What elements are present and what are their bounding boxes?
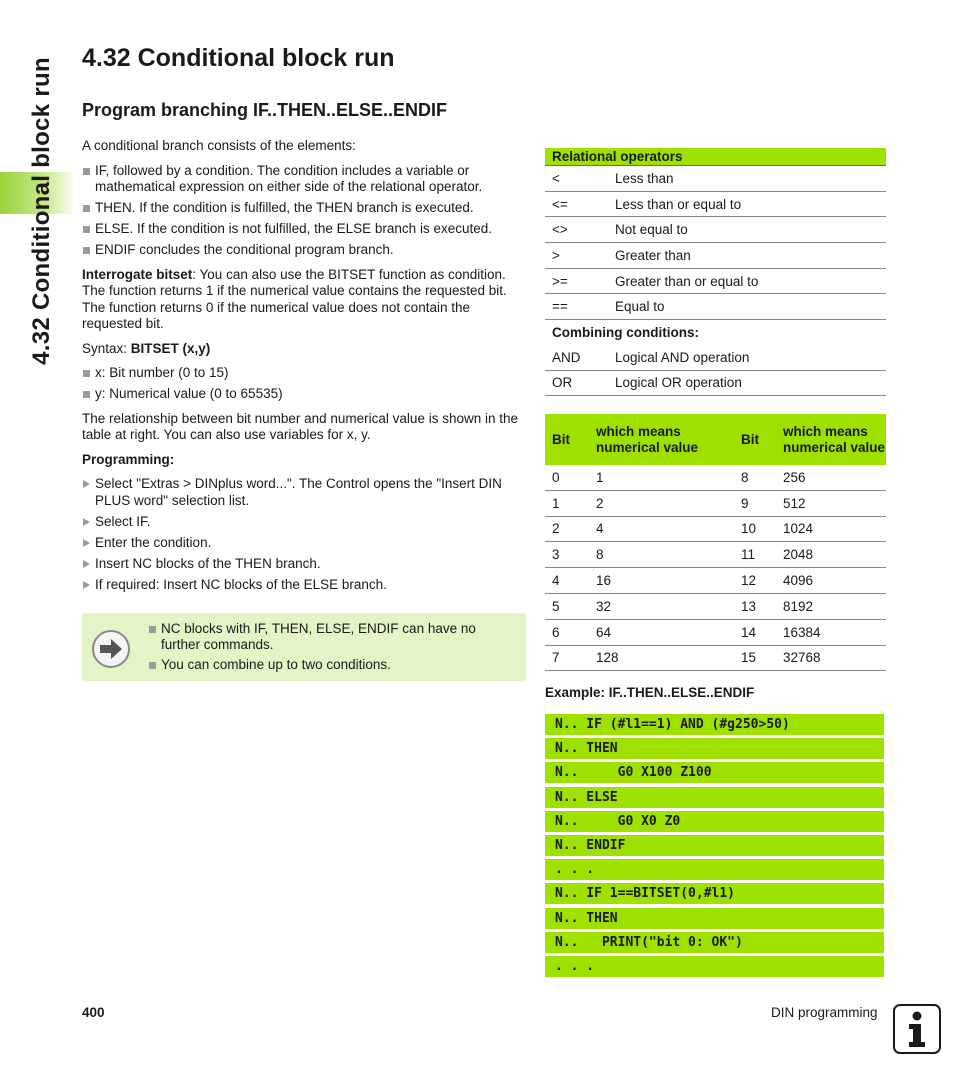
list-item: y: Numerical value (0 to 65535) <box>82 386 526 403</box>
programming-label: Programming: <box>82 451 175 467</box>
elements-list <box>82 163 526 259</box>
relational-operators-table <box>545 148 886 396</box>
section-title: Program branching IF..THEN..ELSE..ENDIF <box>82 100 448 120</box>
operator-cell: <= <box>545 191 608 217</box>
chapter-title: 4.32 Conditional block run <box>82 44 395 72</box>
table-cell: 8192 <box>776 593 886 619</box>
column-header: Bit <box>734 414 776 465</box>
column-header: which means numerical value <box>589 414 734 465</box>
bitset-paragraph <box>82 267 526 333</box>
table-cell: 128 <box>589 645 734 671</box>
footer-text: DIN programming <box>771 1005 878 1020</box>
table-cell: 16384 <box>776 619 886 645</box>
operator-cell: == <box>545 294 608 320</box>
code-line: . . . <box>545 956 884 977</box>
step-item: Enter the condition. <box>82 535 526 552</box>
table-cell: 1 <box>545 490 589 516</box>
step-item: Insert NC blocks of the THEN branch. <box>82 556 526 573</box>
relationship-paragraph: The relationship between bit number and numerical value is shown in the table at right. You can also use variables for x, y. <box>82 410 519 442</box>
table-cell: 13 <box>734 593 776 619</box>
table-row <box>545 268 886 294</box>
table-row <box>545 217 886 243</box>
table-cell: 8 <box>589 542 734 568</box>
table-cell: 15 <box>734 645 776 671</box>
column-header: which means numerical value <box>776 414 886 465</box>
table-cell: 1 <box>589 465 734 490</box>
table-row <box>545 370 886 396</box>
description-cell: Logical OR operation <box>608 370 886 396</box>
list-item: ENDIF concludes the conditional program branch. <box>82 242 526 259</box>
table-cell: 11 <box>734 542 776 568</box>
info-icon <box>893 1004 941 1054</box>
note-item: NC blocks with IF, THEN, ELSE, ENDIF can have no further commands. <box>148 621 508 653</box>
side-running-title: 4.32 Conditional block run <box>28 57 55 365</box>
code-example <box>545 714 884 980</box>
table-row <box>545 465 886 490</box>
syntax-label: Syntax: <box>82 340 131 356</box>
code-line: N.. G0 X0 Z0 <box>545 811 884 832</box>
note-list <box>148 621 508 677</box>
left-column <box>82 138 526 601</box>
combining-label: Combining conditions: <box>552 324 699 340</box>
table-cell: 3 <box>545 542 589 568</box>
operator-cell: AND <box>545 345 608 370</box>
bit-value-table <box>545 414 886 671</box>
table-row <box>545 345 886 370</box>
note-item: You can combine up to two conditions. <box>148 657 508 673</box>
table-cell: 64 <box>589 619 734 645</box>
code-line: N.. IF 1==BITSET(0,#l1) <box>545 883 884 904</box>
table-cell: 1024 <box>776 516 886 542</box>
table-header-row <box>545 148 886 166</box>
table-row <box>545 568 886 594</box>
description-cell: Less than <box>608 166 886 192</box>
code-line: N.. G0 X100 Z100 <box>545 762 884 783</box>
note-box <box>82 613 526 681</box>
table-row <box>545 645 886 671</box>
table-cell: 4096 <box>776 568 886 594</box>
table-row <box>545 490 886 516</box>
code-line: N.. ENDIF <box>545 835 884 856</box>
page-number: 400 <box>82 1005 105 1020</box>
table-cell: 2048 <box>776 542 886 568</box>
code-line: . . . <box>545 859 884 880</box>
table-cell: 256 <box>776 465 886 490</box>
column-header: Bit <box>545 414 589 465</box>
table-cell: 5 <box>545 593 589 619</box>
table-cell: 4 <box>545 568 589 594</box>
list-item: THEN. If the condition is fulfilled, the THEN branch is executed. <box>82 200 526 217</box>
description-cell: Greater than <box>608 243 886 269</box>
table-cell: 8 <box>734 465 776 490</box>
description-cell: Less than or equal to <box>608 191 886 217</box>
table-row <box>545 542 886 568</box>
table-row <box>545 243 886 269</box>
syntax-value: BITSET (x,y) <box>130 340 211 356</box>
code-line: N.. IF (#l1==1) AND (#g250>50) <box>545 714 884 735</box>
table-cell: 9 <box>734 490 776 516</box>
table-row <box>545 619 886 645</box>
step-item: Select IF. <box>82 514 526 531</box>
table-cell: 4 <box>589 516 734 542</box>
table-row <box>545 191 886 217</box>
description-cell: Logical AND operation <box>608 345 886 370</box>
example-label: Example: IF..THEN..ELSE..ENDIF <box>545 685 755 700</box>
step-item: Select "Extras > DINplus word...". The Control opens the "Insert DIN PLUS word" selection list. <box>82 476 526 509</box>
programming-steps <box>82 476 526 593</box>
table-row <box>545 166 886 192</box>
operator-cell: <> <box>545 217 608 243</box>
step-item: If required: Insert NC blocks of the ELSE branch. <box>82 577 526 594</box>
operator-cell: OR <box>545 370 608 396</box>
description-cell: Equal to <box>608 294 886 320</box>
code-line: N.. THEN <box>545 908 884 929</box>
operator-cell: < <box>545 166 608 192</box>
table-cell: 16 <box>589 568 734 594</box>
bitset-text: : You can also use the BITSET function as condition. The function returns 1 if the numerical value contains the requested bit. The function returns 0 if the numerical value does not contain the requested bit. <box>82 266 507 331</box>
code-line: N.. THEN <box>545 738 884 759</box>
syntax-line <box>82 341 526 358</box>
table-cell: 10 <box>734 516 776 542</box>
operator-cell: > <box>545 243 608 269</box>
intro-paragraph: A conditional branch consists of the elements: <box>82 138 356 153</box>
table-subheader-row <box>545 320 886 345</box>
table-cell: 512 <box>776 490 886 516</box>
table-cell: 12 <box>734 568 776 594</box>
table-header: Relational operators <box>545 148 886 166</box>
arrow-right-icon <box>92 630 130 668</box>
table-cell: 32 <box>589 593 734 619</box>
table-cell: 32768 <box>776 645 886 671</box>
code-line: N.. ELSE <box>545 787 884 808</box>
table-row <box>545 294 886 320</box>
list-item: x: Bit number (0 to 15) <box>82 365 526 382</box>
params-list <box>82 365 526 403</box>
table-cell: 2 <box>589 490 734 516</box>
description-cell: Not equal to <box>608 217 886 243</box>
list-item: IF, followed by a condition. The condition includes a variable or mathematical expression on either side of the relational operator. <box>82 163 526 196</box>
table-cell: 14 <box>734 619 776 645</box>
table-cell: 6 <box>545 619 589 645</box>
table-row <box>545 593 886 619</box>
bitset-label: Interrogate bitset <box>82 266 193 282</box>
description-cell: Greater than or equal to <box>608 268 886 294</box>
code-line: N.. PRINT("bit 0: OK") <box>545 932 884 953</box>
operator-cell: >= <box>545 268 608 294</box>
table-row <box>545 516 886 542</box>
table-cell: 2 <box>545 516 589 542</box>
table-header-row <box>545 414 886 465</box>
table-cell: 0 <box>545 465 589 490</box>
list-item: ELSE. If the condition is not fulfilled, the ELSE branch is executed. <box>82 221 526 238</box>
table-cell: 7 <box>545 645 589 671</box>
